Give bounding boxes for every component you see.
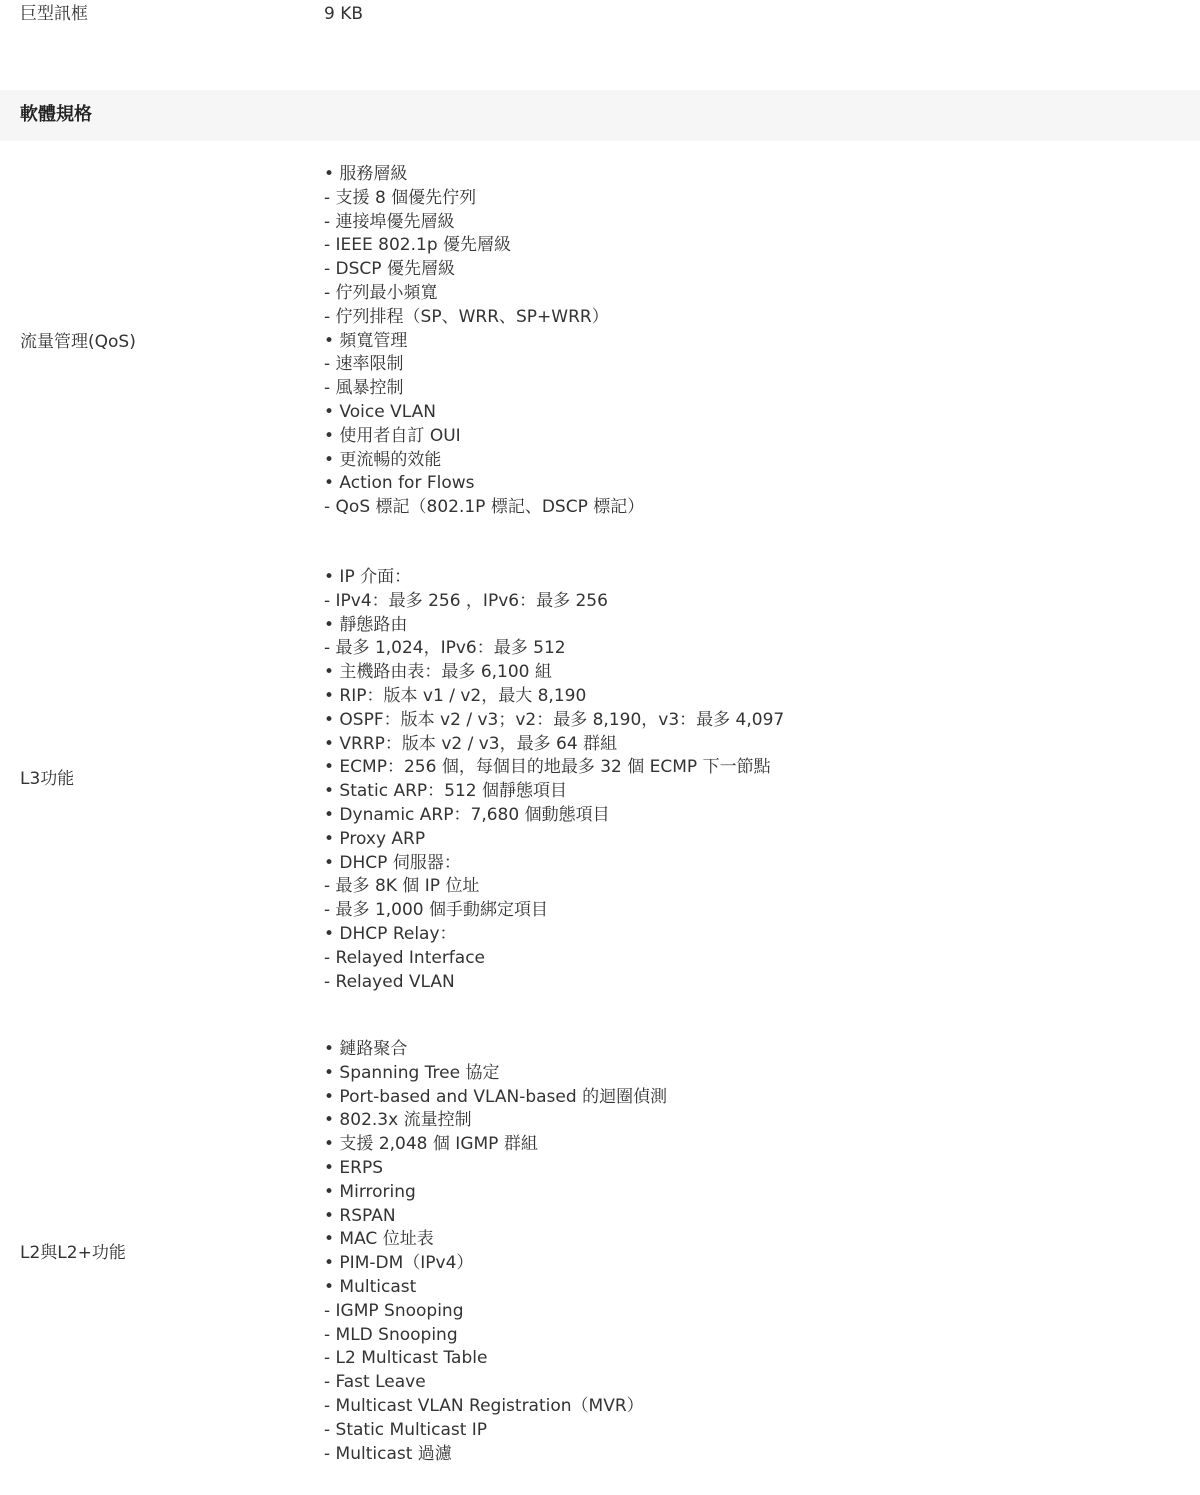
spec-list-item: - 速率限制 xyxy=(324,354,404,375)
spec-list-item: - 連接埠優先層級 xyxy=(324,211,455,232)
spec-list-item: • ECMP：256 個，每個目的地最多 32 個 ECMP 下一節點 xyxy=(324,757,771,778)
spec-list-item: • Mirroring xyxy=(324,1181,416,1202)
spec-list-item: - QoS 標記（802.1P 標記、DSCP 標記） xyxy=(324,497,645,518)
spec-list-item: - 風暴控制 xyxy=(324,378,404,399)
spec-list-item: • PIM-DM（IPv4） xyxy=(324,1253,474,1274)
spec-list-item: • MAC 位址表 xyxy=(324,1229,434,1250)
spec-list-item: • 鏈路聚合 xyxy=(324,1039,408,1059)
spec-list-item: - IPv4：最多 256 ，IPv6：最多 256 xyxy=(324,590,608,611)
spec-list-item: • 服務層級 xyxy=(324,164,408,184)
spec-list-item: - 最多 1,000 個手動綁定項目 xyxy=(324,900,549,921)
spec-list-item: - DSCP 優先層級 xyxy=(324,259,455,280)
spec-list-item: • ERPS xyxy=(324,1157,384,1178)
spec-list-item: • 更流暢的效能 xyxy=(324,449,442,470)
spec-list-item: • DHCP Relay： xyxy=(324,923,457,944)
spec-label: 巨型訊框 xyxy=(20,4,88,24)
spec-list-item: • Spanning Tree 協定 xyxy=(324,1062,500,1083)
spec-label: L2與L2+功能 xyxy=(20,1243,126,1263)
section-title: 軟體規格 xyxy=(20,104,92,125)
spec-list-item: • 支援 2,048 個 IGMP 群組 xyxy=(324,1134,538,1155)
spec-value-list xyxy=(324,1038,667,1466)
spec-list-item: - 最多 8K 個 IP 位址 xyxy=(324,876,480,897)
spec-list-item: • 802.3x 流量控制 xyxy=(324,1110,472,1131)
spec-list-item: - IEEE 802.1p 優先層級 xyxy=(324,235,512,256)
spec-list-l2 xyxy=(324,1038,667,1466)
spec-list-item: • 頻寬管理 xyxy=(324,330,408,351)
spec-list-item: - 佇列排程（SP、WRR、SP+WRR） xyxy=(324,306,609,327)
spec-list-item: • Action for Flows xyxy=(324,473,475,494)
spec-list-qos xyxy=(324,163,644,520)
spec-list-item: - MLD Snooping xyxy=(324,1324,458,1345)
spec-list-item: - Relayed Interface xyxy=(324,947,486,968)
spec-list-item: - Multicast VLAN Registration（MVR） xyxy=(324,1395,644,1416)
spec-list-item: • VRRP：版本 v2 / v3，最多 64 群組 xyxy=(324,733,618,754)
spec-list-item: - L2 Multicast Table xyxy=(324,1348,488,1369)
spec-list-item: • 靜態路由 xyxy=(324,614,408,635)
spec-list-item: - Multicast 過濾 xyxy=(324,1443,452,1464)
spec-list-item: • Port-based and VLAN-based 的迴圈偵測 xyxy=(324,1086,668,1107)
spec-label: L3功能 xyxy=(20,769,75,789)
spec-list-item: • Dynamic ARP：7,680 個動態項目 xyxy=(324,804,610,825)
spec-list-item: - 佇列最小頻寬 xyxy=(324,282,438,303)
spec-list-item: • Proxy ARP xyxy=(324,828,426,849)
spec-list-l3 xyxy=(324,566,784,994)
spec-list-item: • RIP：版本 v1 / v2，最大 8,190 xyxy=(324,685,587,706)
spec-list-item: - Static Multicast IP xyxy=(324,1419,488,1440)
spec-list-item: - Fast Leave xyxy=(324,1372,426,1393)
spec-list-item: • Voice VLAN xyxy=(324,401,436,422)
spec-list-item: • IP 介面： xyxy=(324,567,412,587)
spec-value: 9 KB xyxy=(324,4,364,24)
spec-list-item: - Relayed VLAN xyxy=(324,971,455,992)
spec-list-item: • Static ARP：512 個靜態項目 xyxy=(324,781,567,802)
spec-list-item: - IGMP Snooping xyxy=(324,1300,464,1321)
spec-list-item: • 主機路由表：最多 6,100 組 xyxy=(324,662,552,683)
spec-list-item: • OSPF：版本 v2 / v3；v2：最多 8,190，v3：最多 4,097 xyxy=(324,709,785,730)
spec-label: 流量管理(QoS) xyxy=(20,332,136,352)
section-header xyxy=(0,90,1200,141)
spec-list-item: - 最多 1,024，IPv6：最多 512 xyxy=(324,638,566,659)
spec-list-item: • RSPAN xyxy=(324,1205,396,1226)
spec-list-item: • Multicast xyxy=(324,1276,417,1297)
spec-list-item: - 支援 8 個優先佇列 xyxy=(324,187,477,208)
spec-list-item: • 使用者自訂 OUI xyxy=(324,425,461,446)
spec-list-item: • DHCP 伺服器： xyxy=(324,852,461,873)
spec-value-list xyxy=(324,566,784,994)
spec-value-list xyxy=(324,163,644,520)
